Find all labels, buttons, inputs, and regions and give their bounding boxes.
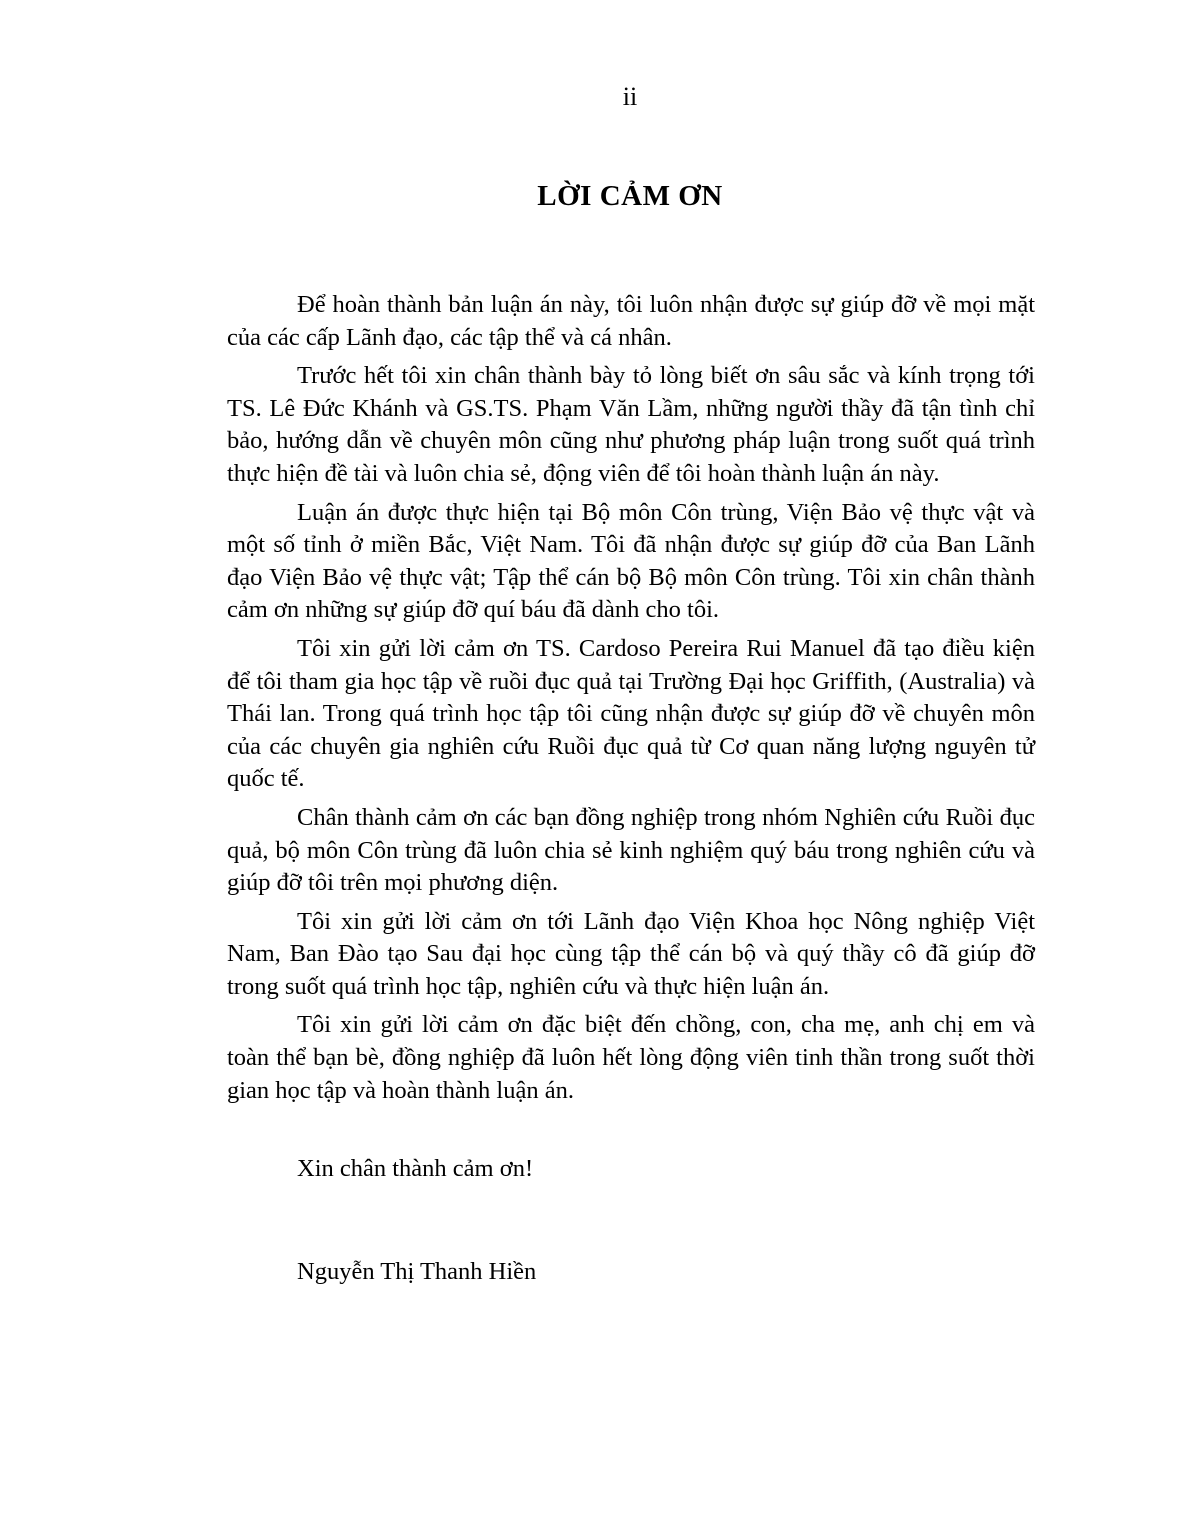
paragraph: Tôi xin gửi lời cảm ơn đặc biệt đến chồng, con, cha mẹ, anh chị em và toàn thể bạn bè, đồng nghiệp đã luôn hết lòng động viên tinh thần trong suốt thời gian học tập và hoàn thành luận án. (227, 1011, 1035, 1104)
page-title: LỜI CẢM ƠN (537, 180, 723, 212)
author-signature: Nguyễn Thị Thanh Hiền (297, 1258, 537, 1285)
paragraph: Tôi xin gửi lời cảm ơn TS. Cardoso Pereira Rui Manuel đã tạo điều kiện để tôi tham gia học tập về ruồi đục quả tại Trường Đại học Griffith, (Australia) và Thái lan. Trong quá trình học tập tôi cũng nhận được sự giúp đỡ về chuyên môn của các chuyên gia nghiên cứu Ruồi đục quả từ Cơ quan năng lượng nguyên tử quốc tế. (227, 634, 1035, 793)
acknowledgement-body (227, 289, 1035, 1113)
paragraph: Tôi xin gửi lời cảm ơn tới Lãnh đạo Viện Khoa học Nông nghiệp Việt Nam, Ban Đào tạo Sau đại học cùng tập thể cán bộ và quý thầy cô đã giúp đỡ trong suốt quá trình học tập, nghiên cứu và thực hiện luận án. (227, 907, 1035, 1000)
paragraph: Trước hết tôi xin chân thành bày tỏ lòng biết ơn sâu sắc và kính trọng tới TS. Lê Đức Khánh và GS.TS. Phạm Văn Lầm, những người thầy đã tận tình chỉ bảo, hướng dẫn về chuyên môn cũng như phương pháp luận trong suốt quá trình thực hiện đề tài và luôn chia sẻ, động viên để tôi hoàn thành luận án này. (227, 362, 1035, 487)
closing-line: Xin chân thành cảm ơn! (297, 1155, 534, 1182)
paragraph: Luận án được thực hiện tại Bộ môn Côn trùng, Viện Bảo vệ thực vật và một số tỉnh ở miền Bắc, Việt Nam. Tôi đã nhận được sự giúp đỡ của Ban Lãnh đạo Viện Bảo vệ thực vật; Tập thể cán bộ Bộ môn Côn trùng. Tôi xin chân thành cảm ơn những sự giúp đỡ quí báu đã dành cho tôi. (227, 498, 1035, 624)
page-number: ii (622, 82, 638, 111)
paragraph: Để hoàn thành bản luận án này, tôi luôn nhận được sự giúp đỡ về mọi mặt của các cấp Lãnh đạo, các tập thể và cá nhân. (227, 291, 1035, 351)
paragraph: Chân thành cảm ơn các bạn đồng nghiệp trong nhóm Nghiên cứu Ruồi đục quả, bộ môn Côn trùng đã luôn chia sẻ kinh nghiệm quý báu trong nghiên cứu và giúp đỡ tôi trên mọi phương diện. (227, 803, 1035, 897)
